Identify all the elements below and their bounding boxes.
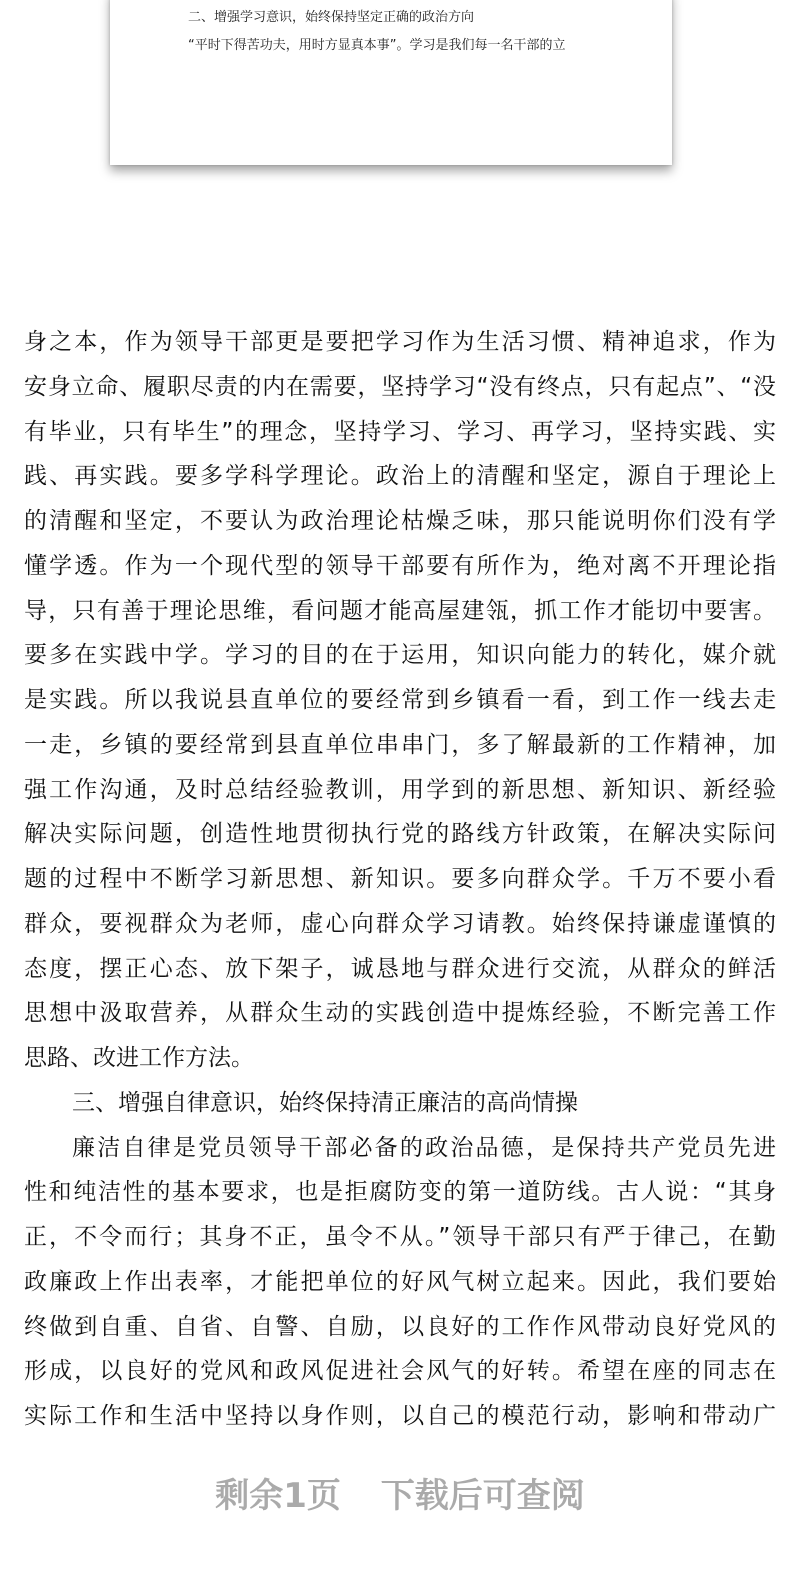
download-hint-label: 下载后可查阅 <box>380 1476 585 1516</box>
text-line: 解决实际问题，创造性地贯彻执行党的路线方针政策，在解决实际问 <box>24 821 776 848</box>
document-body <box>24 320 776 1439</box>
text-line: 态度，摆正心态、放下架子，诚恳地与群众进行交流，从群众的鲜活 <box>24 955 776 982</box>
text-line: 性和纯洁性的基本要求，也是拒腐防变的第一道防线。古人说：“其身 <box>24 1179 776 1206</box>
text-line: 导，只有善于理论思维，看问题才能高屋建瓴，抓工作才能切中要害。 <box>24 597 776 624</box>
text-line: 有毕业，只有毕生”的理念，坚持学习、学习、再学习，坚持实践、实 <box>24 418 776 445</box>
text-line: 廉洁自律是党员领导干部必备的政治品德，是保持共产党员先进 <box>72 1134 776 1161</box>
text-line: 正，不令而行；其身不正，虽令不从。”领导干部只有严于律己，在勤 <box>24 1224 776 1250</box>
text-line: 是实践。所以我说县直单位的要经常到乡镇看一看，到工作一线去走 <box>24 687 776 713</box>
text-line: 一走，乡镇的要经常到县直单位串串门，多了解最新的工作精神，加 <box>24 731 776 758</box>
text-line: 终做到自重、自省、自警、自励，以良好的工作作风带动良好党风的 <box>24 1313 776 1340</box>
text-line: 安身立命、履职尽责的内在需要，坚持学习“没有终点，只有起点”、“没 <box>24 373 776 400</box>
text-line: 实际工作和生活中坚持以身作则，以自己的模范行动，影响和带动广 <box>24 1403 776 1429</box>
text-line: 思路、改进工作方法。 <box>24 1045 254 1071</box>
page-preview-card <box>110 0 672 165</box>
text-line: 题的过程中不断学习新思想、新知识。要多向群众学。千万不要小看 <box>24 866 776 892</box>
text-line: 强工作沟通，及时总结经验教训，用学到的新思想、新知识、新经验 <box>24 776 776 803</box>
section-heading: 三、增强自律意识，始终保持清正廉洁的高尚情操 <box>72 1089 578 1116</box>
text-line: 践、再实践。要多学科学理论。政治上的清醒和坚定，源自于理论上 <box>24 463 776 490</box>
text-line: 的清醒和坚定，不要认为政治理论枯燥乏味，那只能说明你们没有学 <box>24 508 776 534</box>
text-line: 懂学透。作为一个现代型的领导干部要有所作为，绝对离不开理论指 <box>24 552 776 579</box>
text-line: 群众，要视群众为老师，虚心向群众学习请教。始终保持谦虚谨慎的 <box>24 910 776 937</box>
remaining-pages-label: 剩余1页 <box>215 1476 341 1516</box>
download-prompt[interactable] <box>0 1468 800 1517</box>
text-line: 要多在实践中学。学习的目的在于运用，知识向能力的转化，媒介就 <box>24 642 776 669</box>
text-line: 身之本，作为领导干部更是要把学习作为生活习惯、精神追求，作为 <box>24 329 776 355</box>
preview-line: “平时下得苦功夫，用时方显真本事”。学习是我们每一名干部的立 <box>188 38 566 53</box>
text-line: 形成，以良好的党风和政风促进社会风气的好转。希望在座的同志在 <box>24 1358 776 1385</box>
preview-heading: 二、增强学习意识，始终保持坚定正确的政治方向 <box>188 10 475 25</box>
text-line: 思想中汲取营养，从群众生动的实践创造中提炼经验，不断完善工作 <box>24 1000 776 1027</box>
text-line: 政廉政上作出表率，才能把单位的好风气树立起来。因此，我们要始 <box>24 1268 776 1295</box>
